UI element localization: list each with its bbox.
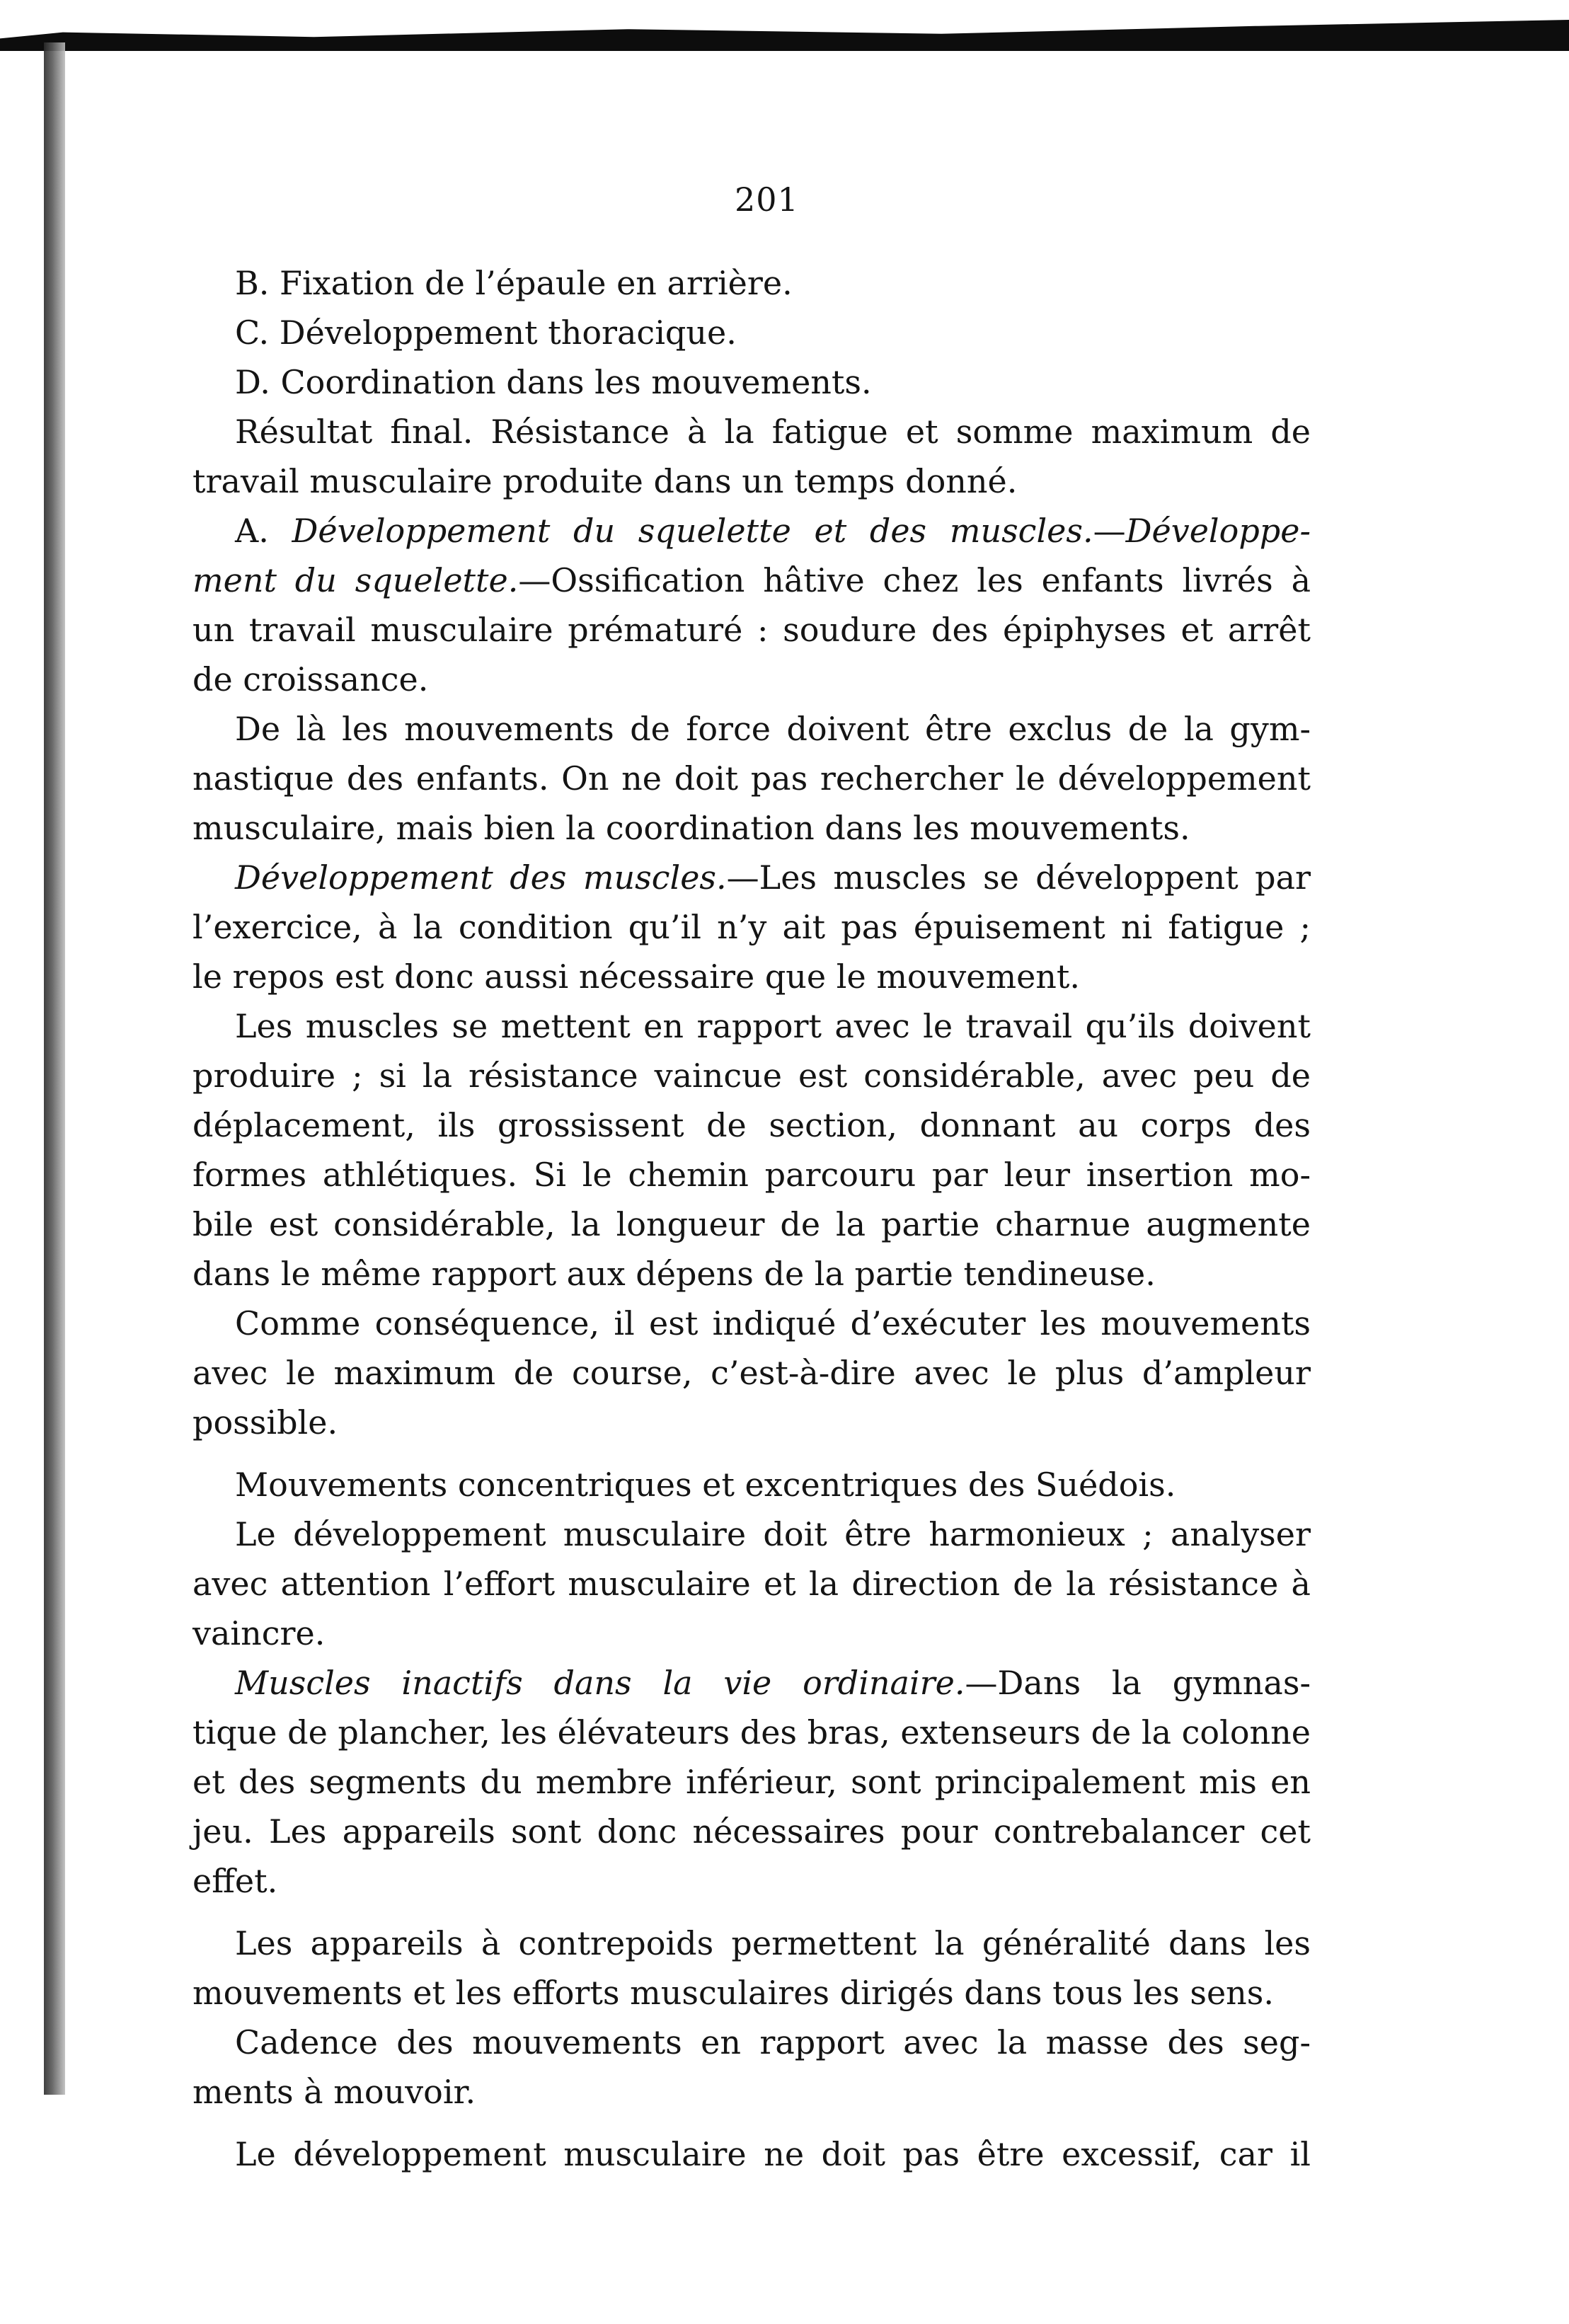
text-line: avec le maximum de course, c’est-à-dire avec le plus d’ampleur <box>192 1354 1311 1392</box>
text-line: Développement des muscles.—Les muscles se développent par <box>235 858 1311 897</box>
text-line: produire ; si la résistance vaincue est considérable, avec peu de <box>192 1057 1311 1095</box>
text-line: bile est considérable, la longueur de la partie charnue augmente <box>192 1205 1311 1243</box>
text-line: Le développement musculaire doit être harmonieux ; analyser <box>235 1515 1311 1553</box>
text-line: tique de plancher, les élévateurs des bras, extenseurs de la colonne <box>192 1713 1311 1751</box>
text-line: Muscles inactifs dans la vie ordinaire.—Dans la gymnas- <box>235 1664 1311 1702</box>
text-line: formes athlétiques. Si le chemin parcouru par leur insertion mo- <box>192 1156 1311 1194</box>
page-number: 201 <box>735 180 799 219</box>
text-line: musculaire, mais bien la coordination dans les mouvements. <box>192 809 1190 847</box>
text-line: le repos est donc aussi nécessaire que le mouvement. <box>192 957 1081 996</box>
text-line: dans le même rapport aux dépens de la partie tendineuse. <box>192 1255 1156 1293</box>
text-line: Le développement musculaire ne doit pas être excessif, car il <box>235 2135 1311 2173</box>
text-line: de croissance. <box>192 660 429 698</box>
text-line: déplacement, ils grossissent de section, donnant au corps des <box>192 1106 1311 1144</box>
text-line: vaincre. <box>192 1614 326 1652</box>
text-line: Cadence des mouvements en rapport avec la masse des seg- <box>235 2023 1311 2061</box>
text-line: possible. <box>192 1403 338 1442</box>
text-line: et des segments du membre inférieur, sont principalement mis en <box>192 1763 1311 1801</box>
text-line: De là les mouvements de force doivent être exclus de la gym- <box>235 710 1311 748</box>
text-line: l’exercice, à la condition qu’il n’y ait pas épuisement ni fatigue ; <box>192 908 1311 946</box>
body-text <box>192 258 1311 2179</box>
text-line: un travail musculaire prématuré : soudure des épiphyses et arrêt <box>192 611 1311 649</box>
text-line: avec attention l’effort musculaire et la direction de la résistance à <box>192 1565 1311 1603</box>
text-line: Mouvements concentriques et excentriques des Suédois. <box>235 1466 1176 1504</box>
text-line: jeu. Les appareils sont donc nécessaires pour contrebalancer cet <box>192 1812 1311 1851</box>
text-line: D. Coordination dans les mouvements. <box>235 363 872 401</box>
scan-top-edge <box>0 20 1569 51</box>
text-line: ment du squelette.—Ossification hâtive chez les enfants livrés à <box>192 561 1311 599</box>
text-line: nastique des enfants. On ne doit pas rechercher le développement <box>192 759 1311 798</box>
text-line: mouvements et les efforts musculaires dirigés dans tous les sens. <box>192 1974 1275 2012</box>
text-line: Résultat final. Résistance à la fatigue et somme maximum de <box>235 413 1311 451</box>
text-line: ments à mouvoir. <box>192 2073 476 2111</box>
scan-binding-edge <box>44 42 65 2095</box>
text-line: effet. <box>192 1862 278 1900</box>
text-line: Les appareils à contrepoids permettent la généralité dans les <box>235 1924 1311 1962</box>
text-line: A. Développement du squelette et des muscles.—Développe- <box>235 512 1311 550</box>
text-line: Les muscles se mettent en rapport avec le travail qu’ils doivent <box>235 1007 1311 1045</box>
text-line: B. Fixation de l’épaule en arrière. <box>235 264 793 302</box>
text-line: C. Développement thoracique. <box>235 313 737 352</box>
text-line: travail musculaire produite dans un temps donné. <box>192 462 1018 500</box>
text-line: Comme conséquence, il est indiqué d’exécuter les mouvements <box>235 1304 1311 1342</box>
